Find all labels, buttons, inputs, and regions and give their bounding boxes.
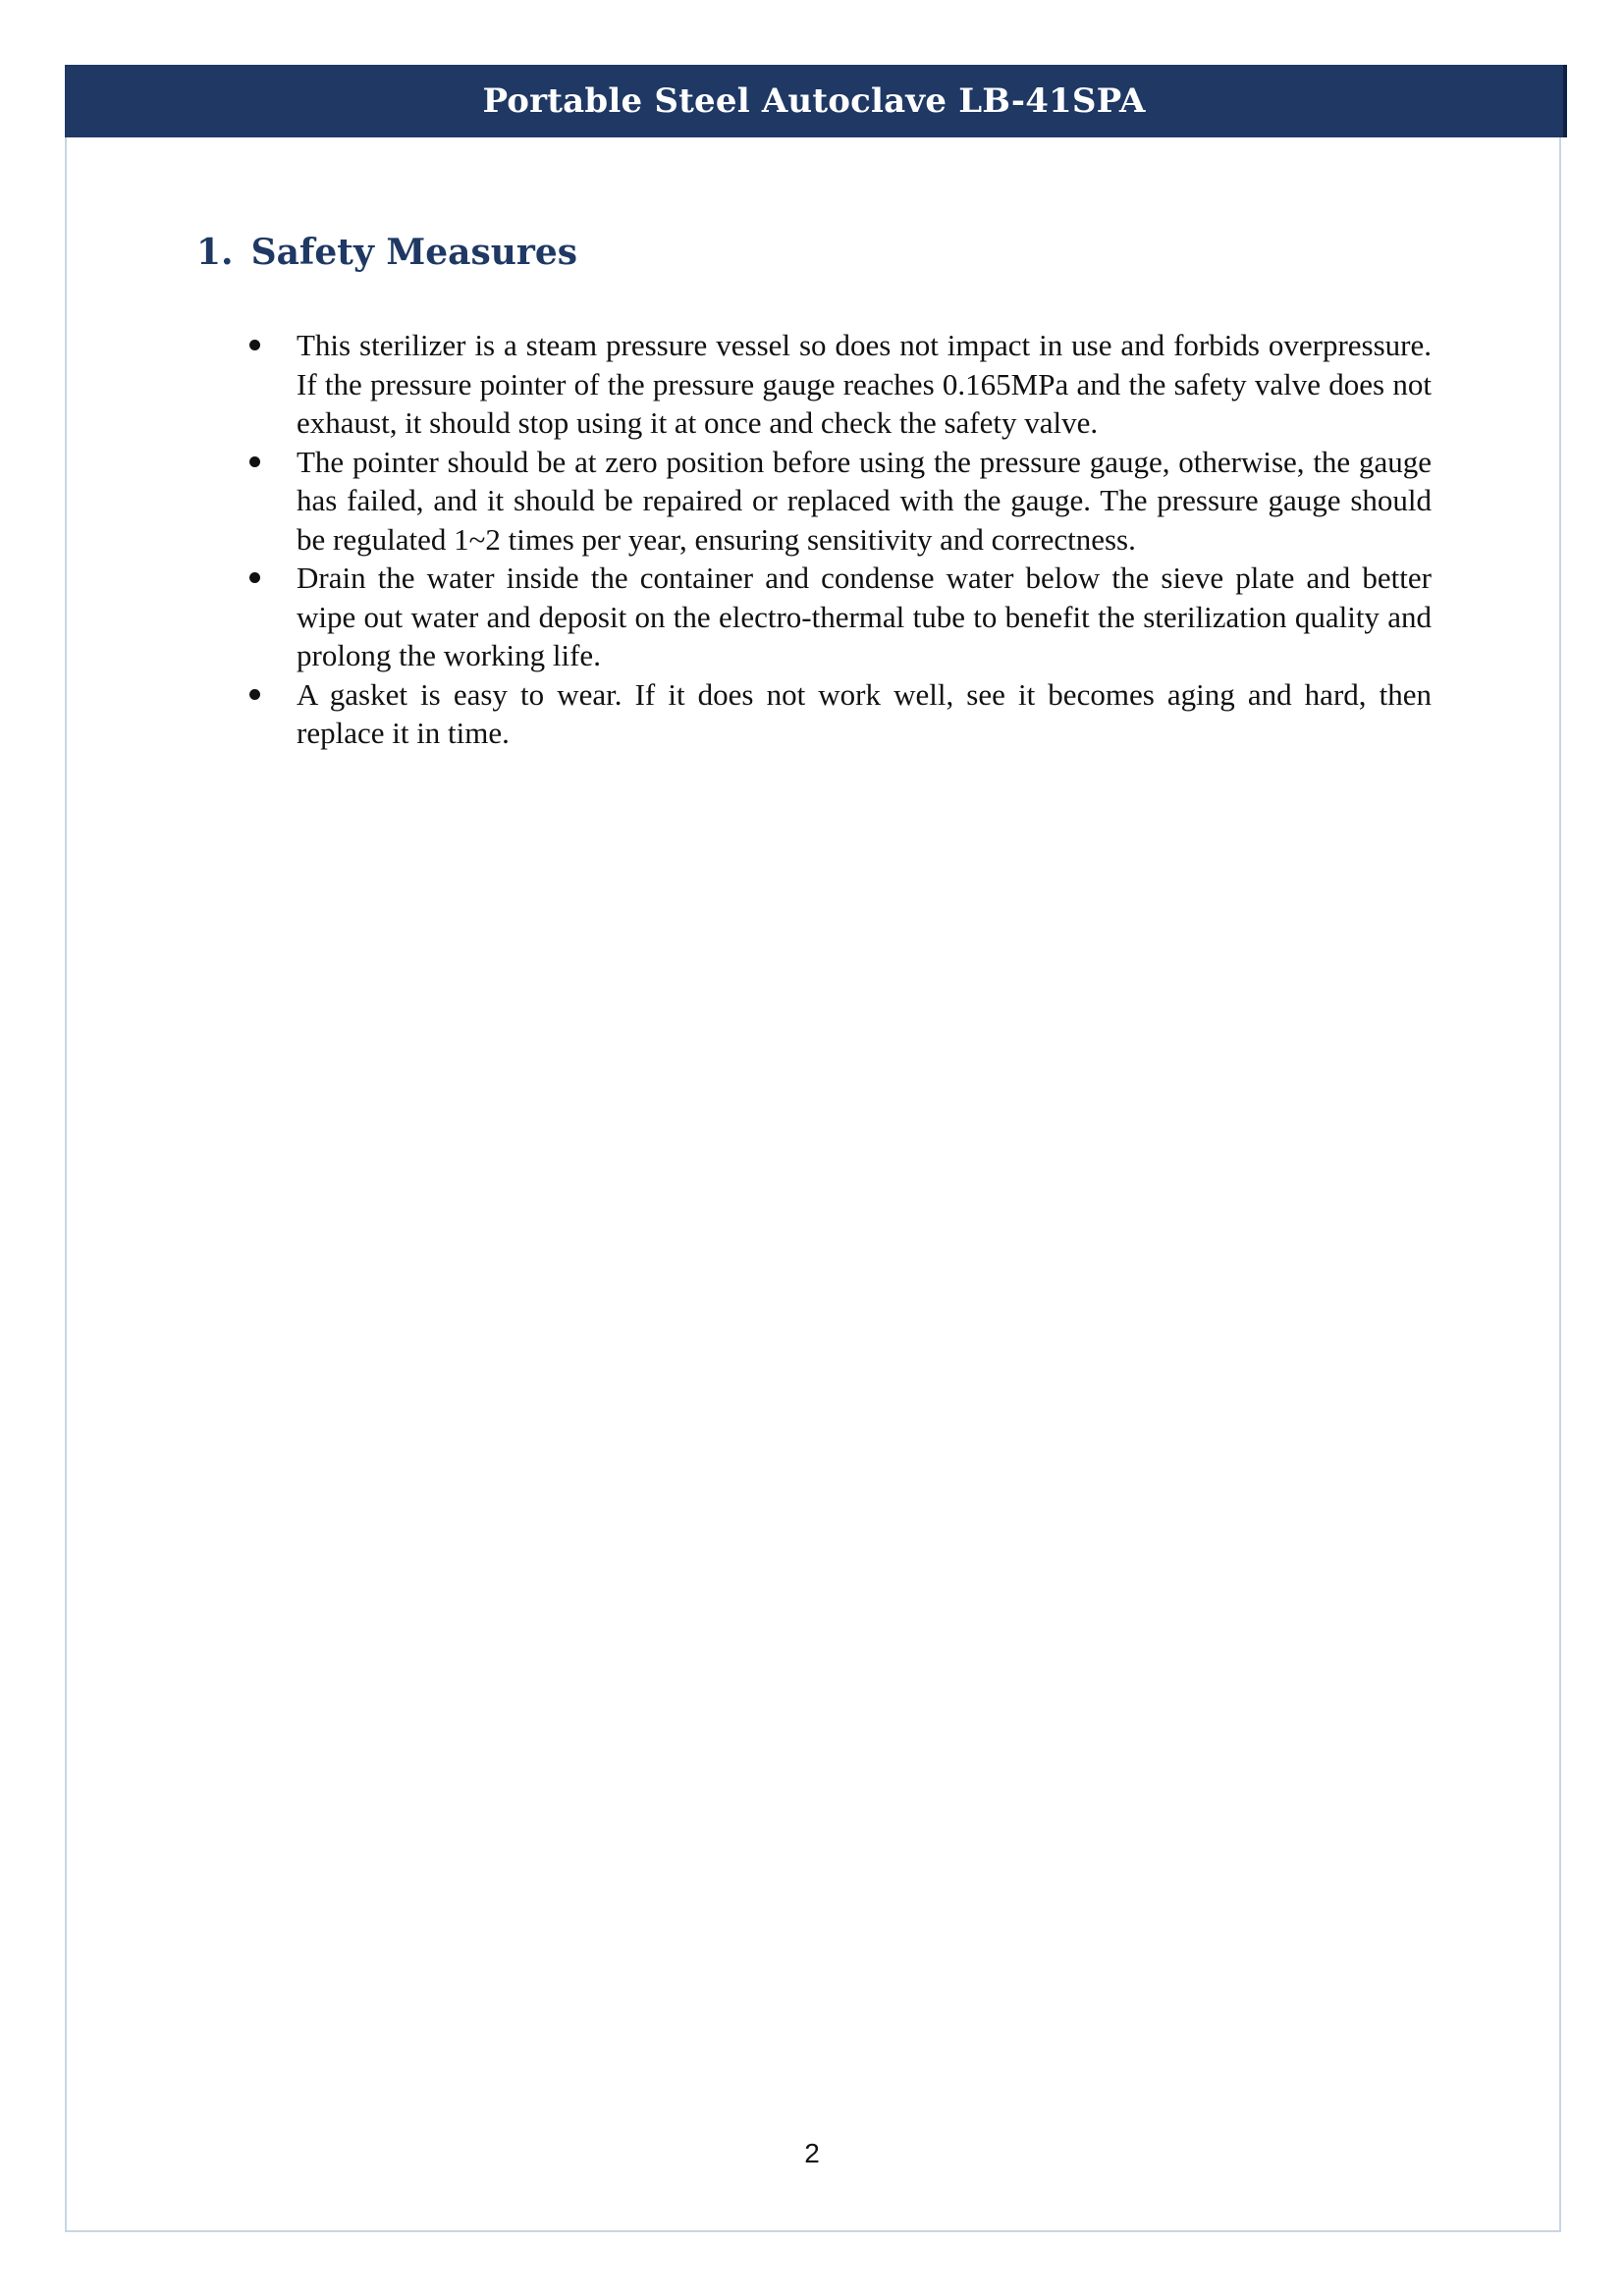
bullet-dot-icon [249,340,260,350]
bullet-text: A gasket is easy to wear. If it does not work well, see it becomes aging and hard, then replace it in time. [297,676,1432,750]
bullet-text: The pointer should be at zero position before using the pressure gauge, otherwise, the gauge has failed, and it should be repaired or replaced with the gauge. The pressure gauge should be regulated 1~2 times per year, ensuring sensitivity and correctness. [297,444,1432,557]
section-heading [196,232,577,273]
bullet-item-2 [244,443,1432,560]
page-number: 2 [804,2138,820,2168]
bullet-item-4 [244,675,1432,753]
header-bar [65,65,1567,137]
safety-bullet-list [244,326,1432,753]
section-title: Safety Measures [250,232,578,273]
bullet-item-3 [244,559,1432,675]
bullet-item-1 [244,326,1432,443]
bullet-dot-icon [249,572,260,583]
bullet-text: Drain the water inside the container and condense water below the sieve plate and better wipe out water and deposit on the electro-thermal tube to benefit the sterilization quality and prolong the working life. [297,561,1432,672]
document-title: Portable Steel Autoclave LB-41SPA [482,81,1146,121]
section-number: 1. [196,232,234,273]
bullet-text: This sterilizer is a steam pressure vessel so does not impact in use and forbids overpressure. If the pressure pointer of the pressure gauge reaches 0.165MPa and the safety valve does not exhaust, it should stop using it at once and check the safety valve. [297,328,1432,440]
bullet-dot-icon [249,456,260,467]
bullet-dot-icon [249,689,260,700]
